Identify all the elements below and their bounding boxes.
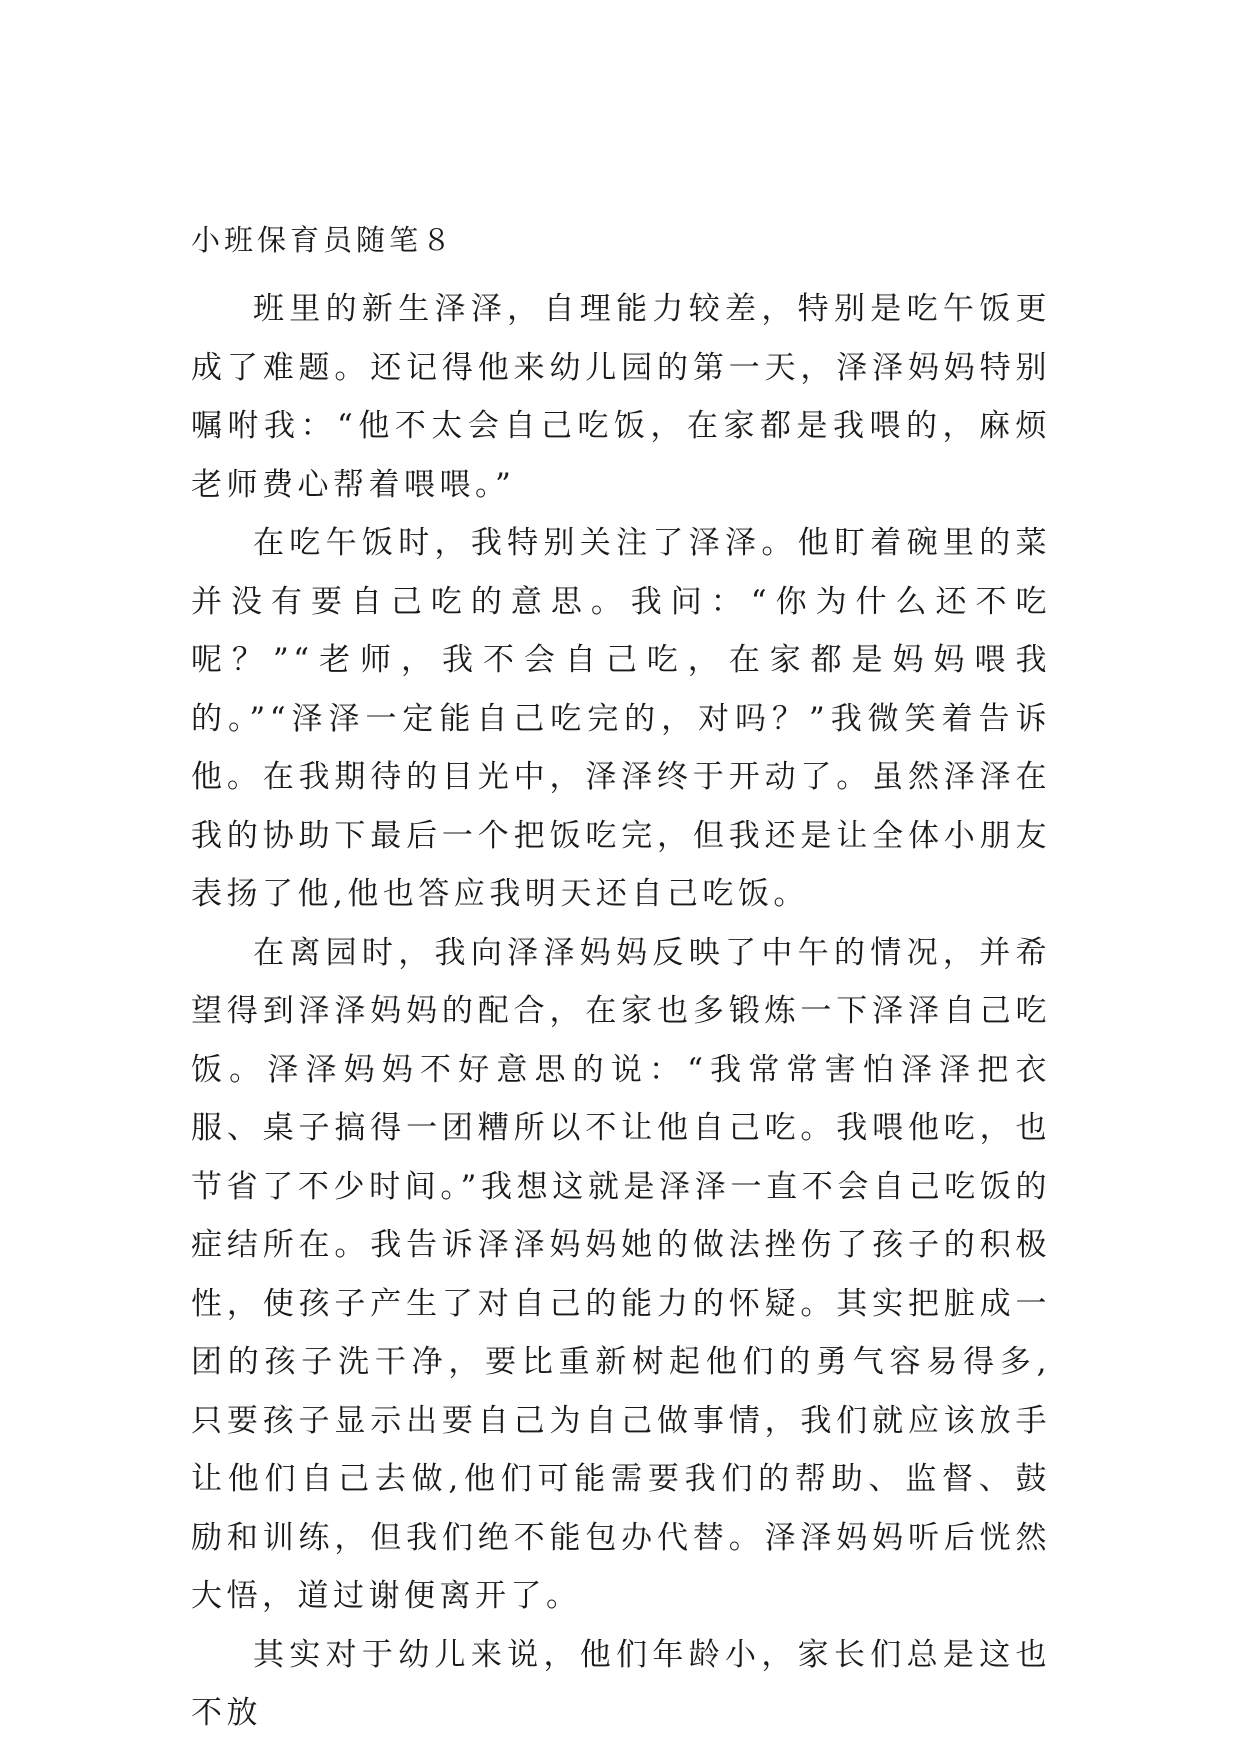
paragraph-1: 班里的新生泽泽，自理能力较差，特别是吃午饭更成了难题。还记得他来幼儿园的第一天，泽泽妈妈特别嘱咐我：“他不太会自己吃饭，在家都是我喂的，麻烦老师费心帮着喂喂。”: [191, 291, 1051, 503]
document-title: 小班保育员随笔８: [191, 223, 456, 257]
paragraph-3: 在离园时，我向泽泽妈妈反映了中午的情况，并希望得到泽泽妈妈的配合，在家也多锻炼一下泽泽自己吃饭。泽泽妈妈不好意思的说：“我常常害怕泽泽把衣服、桌子搞得一团糟所以不让他自己吃。我喂他吃，也节省了不少时间。”我想这就是泽泽一直不会自己吃饭的症结所在。我告诉泽泽妈妈她的做法挫伤了孩子的积极性，使孩子产生了对自己的能力的怀疑。其实把脏成一团的孩子洗干净，要比重新树起他们的勇气容易得多,只要孩子显示出要自己为自己做事情，我们就应该放手让他们自己去做,他们可能需要我们的帮助、监督、鼓励和训练，但我们绝不能包办代替。泽泽妈妈听后恍然大悟，道过谢便离开了。: [191, 934, 1051, 1614]
document-page: [191, 220, 1051, 1743]
paragraph-4: 其实对于幼儿来说，他们年龄小，家长们总是这也不放: [191, 1636, 1051, 1731]
paragraph-2: 在吃午饭时，我特别关注了泽泽。他盯着碗里的菜并没有要自己吃的意思。我问：“你为什么还不吃呢？”“老师，我不会自己吃，在家都是妈妈喂我的。”“泽泽一定能自己吃完的，对吗？”我微笑着告诉他。在我期待的目光中，泽泽终于开动了。虽然泽泽在我的协助下最后一个把饭吃完，但我还是让全体小朋友表扬了他,他也答应我明天还自己吃饭。: [191, 525, 1051, 912]
